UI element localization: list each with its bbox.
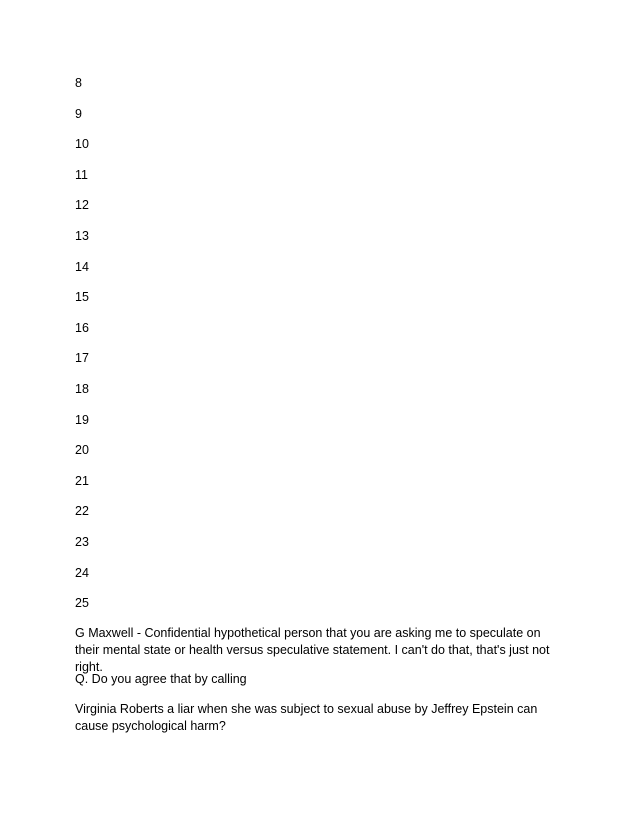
line-number: 23 xyxy=(75,534,89,549)
question-paragraph: Q. Do you agree that by calling xyxy=(75,672,247,686)
line-number: 22 xyxy=(75,504,89,519)
line-number: 10 xyxy=(75,137,89,152)
line-number-column xyxy=(75,75,89,626)
question-continuation-paragraph: Virginia Roberts a liar when she was subject to sexual abuse by Jeffrey Epstein can cause psychological harm? xyxy=(75,702,538,733)
line-number: 18 xyxy=(75,381,89,396)
line-number: 17 xyxy=(75,351,89,366)
line-number: 25 xyxy=(75,596,89,611)
line-number: 19 xyxy=(75,412,89,427)
testimony-answer-paragraph: G Maxwell - Confidential hypothetical person that you are asking me to speculate on their mental state or health versus speculative statement. I can't do that, that's just not right. xyxy=(75,626,550,674)
line-number: 13 xyxy=(75,228,89,243)
line-number: 14 xyxy=(75,259,89,274)
line-number: 11 xyxy=(75,167,88,182)
line-number: 21 xyxy=(75,473,89,488)
line-number: 24 xyxy=(75,565,89,580)
line-number: 20 xyxy=(75,443,89,458)
line-number: 12 xyxy=(75,198,89,213)
line-number: 16 xyxy=(75,320,89,335)
line-number: 15 xyxy=(75,290,89,305)
line-number: 9 xyxy=(75,106,82,121)
line-number: 8 xyxy=(75,76,82,90)
